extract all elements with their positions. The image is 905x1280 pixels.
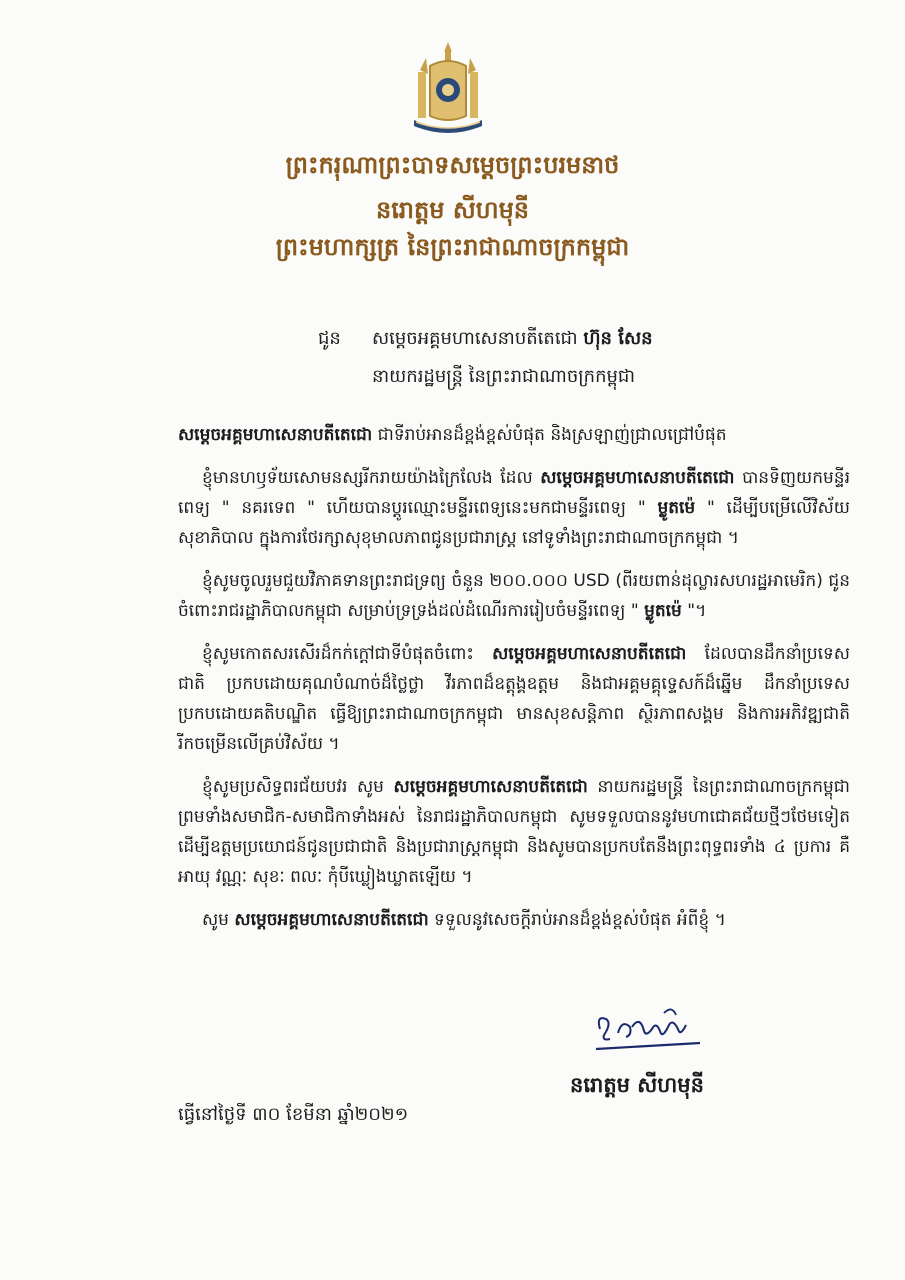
date-line: ធ្វើនៅថ្ងៃទី ៣០ ខែមីនា ឆ្នាំ២០២១ [178,1104,409,1125]
paragraph-4: ខ្ញុំសូមកោតសរសើរដ៏កក់ក្តៅជាទីបំផុតចំពោះ សម្តេចអគ្គមហាសេនាបតីតេជោ ដែលបានដឹកនាំប្រទេសជាតិ ប្រកបដោយគុណបំណាច់ដ៏ថ្លៃថ្លា វីរភាពដ៏ឧត្តុង្គឧត្តម និងជាអគ្គមគ្គុទ្ទេសក៍ដ៏ឆ្នើម ដឹកនាំប្រទេសប្រកបដោយគតិបណ្ឌិត ធ្វើឱ្យព្រះរាជាណាចក្រកម្ពុជា មានសុខសន្តិភាព ស្ថិរភាពសង្គម និងការអភិវឌ្ឍជាតិ រីកចម្រើនលើគ្រប់វិស័យ ។ [178,644,850,754]
header-title-line1: ព្រះករុណាព្រះបាទសម្តេចព្រះបរមនាថ [285,151,620,179]
paragraph-salutation [178,420,850,450]
header-title-line3: ព្រះមហាក្សត្រ នៃព្រះរាជាណាចក្រកម្ពុជា [275,233,630,261]
salutation-text: ជាទីរាប់អានដ៏ខ្ពង់ខ្ពស់បំផុត និងស្រឡាញ់ជ្រាលជ្រៅបំផុត [372,425,727,445]
handwritten-signature [592,1005,722,1059]
header-title-line2: នរោត្តម សីហមុនី [375,196,530,224]
recipient-name: ហ៊ុន សែន [583,328,653,349]
recipient-label: ជូន [318,328,341,349]
letter-body [178,420,850,948]
paragraph-6: សូម សម្តេចអគ្គមហាសេនាបតីតេជោ ទទួលនូវសេចក្តីរាប់អានដ៏ខ្ពង់ខ្ពស់បំផុត អំពីខ្ញុំ ។ [202,910,726,930]
paragraph-2: ខ្ញុំមានហឫទ័យសោមនស្សរីករាយយ៉ាងក្រៃលែង ដែល សម្តេចអគ្គមហាសេនាបតីតេជោ បានទិញយកមន្ទីរពេទ្យ " នគរទេព " ហើយបានប្តូរឈ្មោះមន្ទីរពេទ្យនេះមកជាមន្ទីរពេទ្យ " ម្លូតម៉េ " ដើម្បីបម្រើលើវិស័យសុខាភិបាល ក្នុងការថែរក្សាសុខុមាលភាពជូនប្រជារាស្ត្រ នៅទូទាំងព្រះរាជាណាចក្រកម្ពុជា ។ [178,468,850,548]
recipient-title: សម្តេចអគ្គមហាសេនាបតីតេជោ [372,328,578,349]
recipient-block [318,325,653,391]
paragraph-3: ខ្ញុំសូមចូលរួមជួយវិភាគទានព្រះរាជទ្រព្យ ចំនួន ២០០.០០០ USD (ពីរយពាន់ដុល្លារសហរដ្ឋអាមេរិក) ជូនចំពោះរាជរដ្ឋាភិបាលកម្ពុជា សម្រាប់ទ្រទ្រង់ដល់ដំណើរការរៀបចំមន្ទីរពេទ្យ " ម្លូតម៉េ "។ [178,571,850,621]
salutation-bold: សម្តេចអគ្គមហាសេនាបតីតេជោ [178,425,373,445]
paragraph-5: ខ្ញុំសូមប្រសិទ្ធពរជ័យបវរ សូម សម្តេចអគ្គមហាសេនាបតីតេជោ នាយករដ្ឋមន្ត្រី នៃព្រះរាជាណាចក្រកម្ពុជា ព្រមទាំងសមាជិក-សមាជិកាទាំងអស់ នៃរាជរដ្ឋាភិបាលកម្ពុជា សូមទទួលបាននូវមហាជោគជ័យថ្មីៗថែមទៀត ដើម្បីឧត្តមប្រយោជន៍ជូនប្រជាជាតិ និងប្រជារាស្ត្រកម្ពុជា និងសូមបានប្រកបតែនឹងព្រះពុទ្ធពរទាំង ៤ ប្រការ គឺ អាយុ វណ្ណៈ សុខៈ ពលៈ កុំបីឃ្លៀងឃ្លាតឡើយ ។ [178,777,850,887]
royal-crest-emblem [400,40,496,136]
recipient-position: នាយករដ្ឋមន្ត្រី នៃព្រះរាជាណាចក្រកម្ពុជា [372,366,636,387]
signer-name: នរោត្តម សីហមុនី [570,1073,704,1097]
